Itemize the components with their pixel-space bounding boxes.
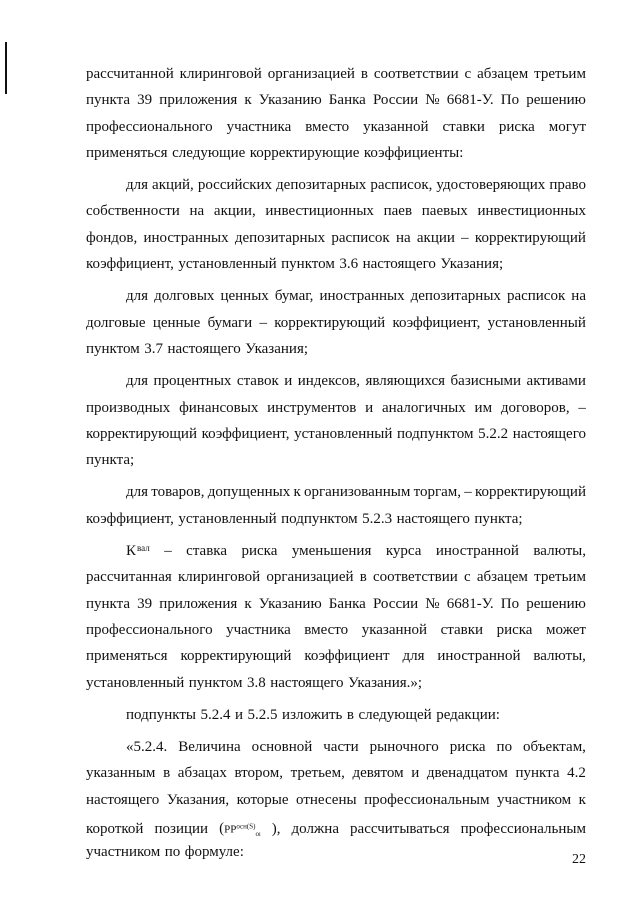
word: аналогичных <box>381 399 466 416</box>
word: к <box>578 791 586 808</box>
word: риска <box>498 118 535 135</box>
word: акции, <box>213 203 256 220</box>
word: валюты, <box>533 648 586 665</box>
word: 6681-У. <box>446 595 494 612</box>
text-line <box>86 760 586 786</box>
word: на <box>189 203 205 220</box>
word: коэффициент, <box>392 314 481 331</box>
word: 3.8 <box>247 674 266 691</box>
word: бумаги <box>207 314 253 331</box>
word: По <box>500 92 520 109</box>
word: 3.6 <box>339 256 359 273</box>
k-val-superscript: вал <box>137 543 150 554</box>
word: профессионального <box>86 621 213 638</box>
k-val-base: К <box>126 543 137 560</box>
formula-base: РР <box>224 823 237 836</box>
word: депозитарных <box>234 229 326 246</box>
word: 39 <box>137 595 153 612</box>
k-val-line <box>86 538 586 564</box>
formula-line-after-word: ), <box>271 820 281 837</box>
formula-line-after-word: профессиональным <box>460 820 586 837</box>
text-line <box>86 283 586 309</box>
word: пункта <box>86 92 131 109</box>
word: расписок, <box>370 177 433 194</box>
word: торгам, <box>413 484 462 501</box>
text-line <box>86 225 586 251</box>
word: следующие <box>172 144 246 161</box>
text-line <box>86 787 586 813</box>
word: долговых <box>154 288 215 305</box>
formula-line-after-word: рассчитываться <box>350 820 450 837</box>
word: иностранной <box>437 648 521 665</box>
word: абзацах <box>177 765 227 782</box>
text-line <box>86 198 586 224</box>
word: на <box>571 288 586 305</box>
text-line <box>86 368 586 394</box>
word: отнесены <box>296 791 357 808</box>
word: для <box>126 484 149 501</box>
word: соответствии <box>373 569 458 586</box>
word: профессионального <box>86 118 213 135</box>
word: рыночного <box>369 739 439 756</box>
word: установленный <box>487 314 586 331</box>
formula-line-after-word: должна <box>291 820 339 837</box>
text-line <box>86 617 586 643</box>
word: для <box>126 373 149 390</box>
word: могут <box>548 118 586 135</box>
word: настоящего <box>167 340 241 357</box>
word: ставки <box>440 621 484 638</box>
word: формуле: <box>184 844 244 861</box>
word: пункта <box>515 765 560 782</box>
word: 3.7 <box>144 340 163 357</box>
word: подпунктом <box>397 425 474 442</box>
word: установленный <box>178 256 277 273</box>
k-val-rest-word: уменьшения <box>291 543 372 560</box>
word: редакции: <box>436 706 500 723</box>
word: бумаг, <box>274 288 314 305</box>
word: коэффициент <box>304 648 390 665</box>
word: двенадцатом <box>426 765 508 782</box>
formula-superscript: осн(S) <box>236 822 256 831</box>
word: Указания; <box>245 340 309 357</box>
text-line <box>86 670 586 696</box>
word: активами <box>526 373 586 390</box>
word: и <box>284 373 293 390</box>
word: ставки <box>442 118 485 135</box>
word: 5.2.3 <box>362 510 393 527</box>
text-line <box>86 140 586 166</box>
word: для <box>126 288 149 305</box>
word: расписок <box>506 288 566 305</box>
word: организацией <box>266 569 354 586</box>
word: пунктом <box>281 256 335 273</box>
text-line <box>86 336 586 362</box>
word: долговые <box>86 314 146 331</box>
word: участником <box>86 844 161 861</box>
word: основной <box>251 739 313 756</box>
word: коэффициент, <box>86 510 174 527</box>
word: пунктом <box>86 340 140 357</box>
word: к <box>244 595 252 612</box>
word: в <box>163 765 171 782</box>
k-val-symbol <box>126 538 150 564</box>
k-val-rest-word: курса <box>385 543 422 560</box>
word: настоящего <box>86 791 160 808</box>
word: – <box>464 484 472 501</box>
word: вместо <box>304 621 349 638</box>
word: – <box>578 399 586 416</box>
word: корректирующий <box>474 229 586 246</box>
margin-bar <box>5 42 7 94</box>
word: корректирующий <box>475 484 586 501</box>
word: корректирующий <box>180 648 292 665</box>
word: для <box>402 648 425 665</box>
word: абзацем <box>477 66 529 82</box>
word: акций, <box>152 177 194 194</box>
word: Указания; <box>440 256 504 273</box>
page-number: 22 <box>572 852 586 867</box>
word: договоров, <box>500 399 570 416</box>
word: пунктом <box>188 674 243 691</box>
k-val-rest-word: риска <box>241 543 278 560</box>
word: третьим <box>534 569 586 586</box>
text-line <box>86 61 586 87</box>
text-line <box>86 421 586 447</box>
word: применяться <box>86 144 168 161</box>
word: производных <box>86 399 171 416</box>
word: товаров, <box>151 484 205 501</box>
word: указанной <box>361 621 428 638</box>
formula-subsubscript: i <box>258 831 261 838</box>
word: настоящего <box>512 425 586 442</box>
word: третьем, <box>290 765 345 782</box>
word: установленный <box>86 674 185 691</box>
word: фондов, <box>86 229 138 246</box>
word: части <box>323 739 359 756</box>
word: указанной <box>363 118 429 135</box>
word: финансовых <box>179 399 259 416</box>
k-val-rest-word: – <box>164 543 172 560</box>
text-line <box>86 310 586 336</box>
word: может <box>545 621 586 638</box>
text-line <box>86 251 586 277</box>
word: и <box>365 399 374 416</box>
word: России <box>372 595 419 612</box>
word: девятом <box>352 765 404 782</box>
word: инструментов <box>267 399 357 416</box>
word: Величина <box>178 739 241 756</box>
word: риска <box>496 621 533 638</box>
text-line <box>86 479 586 505</box>
word: 4.2 <box>567 765 586 782</box>
word: организацией <box>267 66 355 82</box>
word: базисными <box>450 373 522 390</box>
word: депозитарных <box>276 177 367 194</box>
word: иностранных <box>143 229 229 246</box>
text-line <box>86 564 586 590</box>
word: изложить <box>282 706 343 723</box>
text-line <box>86 447 586 473</box>
word: Указанию <box>258 595 322 612</box>
word: по <box>496 739 513 756</box>
word: Указания, <box>166 791 230 808</box>
word: с <box>464 66 472 82</box>
word: клиринговой <box>179 66 262 82</box>
word: Банка <box>328 92 366 109</box>
word: паев <box>383 203 413 220</box>
word: участника <box>226 621 291 638</box>
formula-line-before-word: короткой <box>86 820 144 837</box>
word: следующей <box>358 706 432 723</box>
word: настоящего <box>270 674 344 691</box>
word: участником <box>496 791 572 808</box>
word: приложения <box>159 92 238 109</box>
word: к <box>244 92 252 109</box>
word: которые <box>236 791 289 808</box>
word: пункта; <box>474 510 523 527</box>
formula-line <box>86 813 586 839</box>
word: и <box>235 706 244 723</box>
word: установленный <box>178 510 277 527</box>
word: подпунктом <box>281 510 358 527</box>
word: Указания.»; <box>348 674 423 691</box>
word: риска <box>449 739 486 756</box>
text-line <box>86 114 586 140</box>
word: 5.2.2 <box>478 425 509 442</box>
word: России <box>372 92 419 109</box>
word: расписок <box>331 229 390 246</box>
word: втором, <box>234 765 283 782</box>
word: 5.2.4 <box>200 706 231 723</box>
word: и <box>411 765 420 782</box>
word: 39 <box>137 92 153 109</box>
inline-formula: ($РР^{осн(S)}_{oi}$ <box>219 820 261 838</box>
k-val-rest-word: валюты, <box>533 543 586 560</box>
word: паевых <box>421 203 468 220</box>
word: № <box>425 595 440 612</box>
word: применяться <box>86 648 168 665</box>
word: По <box>500 595 520 612</box>
word: на <box>395 229 411 246</box>
word: акции <box>416 229 455 246</box>
word: корректирующий <box>86 425 197 442</box>
word: к <box>293 484 301 501</box>
word: – <box>259 314 267 331</box>
text-line <box>86 395 586 421</box>
word: абзацем <box>476 569 528 586</box>
word: Банка <box>328 595 366 612</box>
k-val-rest-word: ставка <box>186 543 228 560</box>
word: рассчитанной <box>86 66 174 82</box>
word: решению <box>526 92 586 109</box>
text-line <box>86 734 586 760</box>
word: настоящего <box>362 256 436 273</box>
word: участника <box>226 118 292 135</box>
word: инвестиционных <box>265 203 374 220</box>
word: депозитарных <box>410 288 501 305</box>
word: им <box>474 399 493 416</box>
word: право <box>549 177 586 194</box>
text-line <box>86 643 586 669</box>
word: с <box>463 569 471 586</box>
formula-subscript: o <box>255 829 259 838</box>
word: допущенных <box>207 484 291 501</box>
word: соответствии <box>373 66 459 82</box>
word: настоящего <box>396 510 470 527</box>
word: клиринговой <box>177 569 261 586</box>
text-line <box>86 591 586 617</box>
word: собственности <box>86 203 180 220</box>
word: «5.2.4. <box>126 739 168 756</box>
text-line <box>86 87 586 113</box>
word: пункта <box>86 595 131 612</box>
text-line <box>86 172 586 198</box>
word: коэффициенты: <box>363 144 464 161</box>
word: в <box>360 66 368 82</box>
k-val-rest-word: иностранной <box>435 543 519 560</box>
word: корректирующий <box>274 314 386 331</box>
word: корректирующие <box>249 144 360 161</box>
text-line <box>86 839 586 865</box>
text-line <box>86 702 586 728</box>
text-line <box>86 506 586 532</box>
word: иностранных <box>319 288 405 305</box>
word: ценные <box>152 314 201 331</box>
word: в <box>346 706 354 723</box>
word: инвестиционных <box>477 203 586 220</box>
word: удостоверяющих <box>436 177 546 194</box>
word: коэффициент, <box>86 256 174 273</box>
word: объектам, <box>523 739 586 756</box>
word: процентных <box>153 373 232 390</box>
word: по <box>164 844 181 861</box>
word: ценных <box>220 288 269 305</box>
word: установленный <box>294 425 393 442</box>
word: ставок <box>236 373 279 390</box>
word: пункта; <box>86 452 135 469</box>
word: рассчитанная <box>86 569 172 586</box>
word: подпункты <box>126 706 197 723</box>
word: организованным <box>304 484 411 501</box>
word: в <box>359 569 367 586</box>
word: профессиональным <box>364 791 490 808</box>
word: российских <box>197 177 273 194</box>
document-body <box>86 61 586 866</box>
word: 5.2.5 <box>247 706 278 723</box>
word: приложения <box>159 595 238 612</box>
word: Указанию <box>258 92 322 109</box>
word: вместо <box>305 118 350 135</box>
word: коэффициент, <box>201 425 290 442</box>
word: третьим <box>534 66 586 82</box>
word: 6681-У. <box>446 92 494 109</box>
word: решению <box>526 595 586 612</box>
formula-line-before-word: позиции <box>154 820 209 837</box>
word: – <box>461 229 469 246</box>
word: для <box>126 177 149 194</box>
word: указанным <box>86 765 156 782</box>
word: являющихся <box>365 373 446 390</box>
word: индексов, <box>297 373 360 390</box>
word: № <box>425 92 440 109</box>
